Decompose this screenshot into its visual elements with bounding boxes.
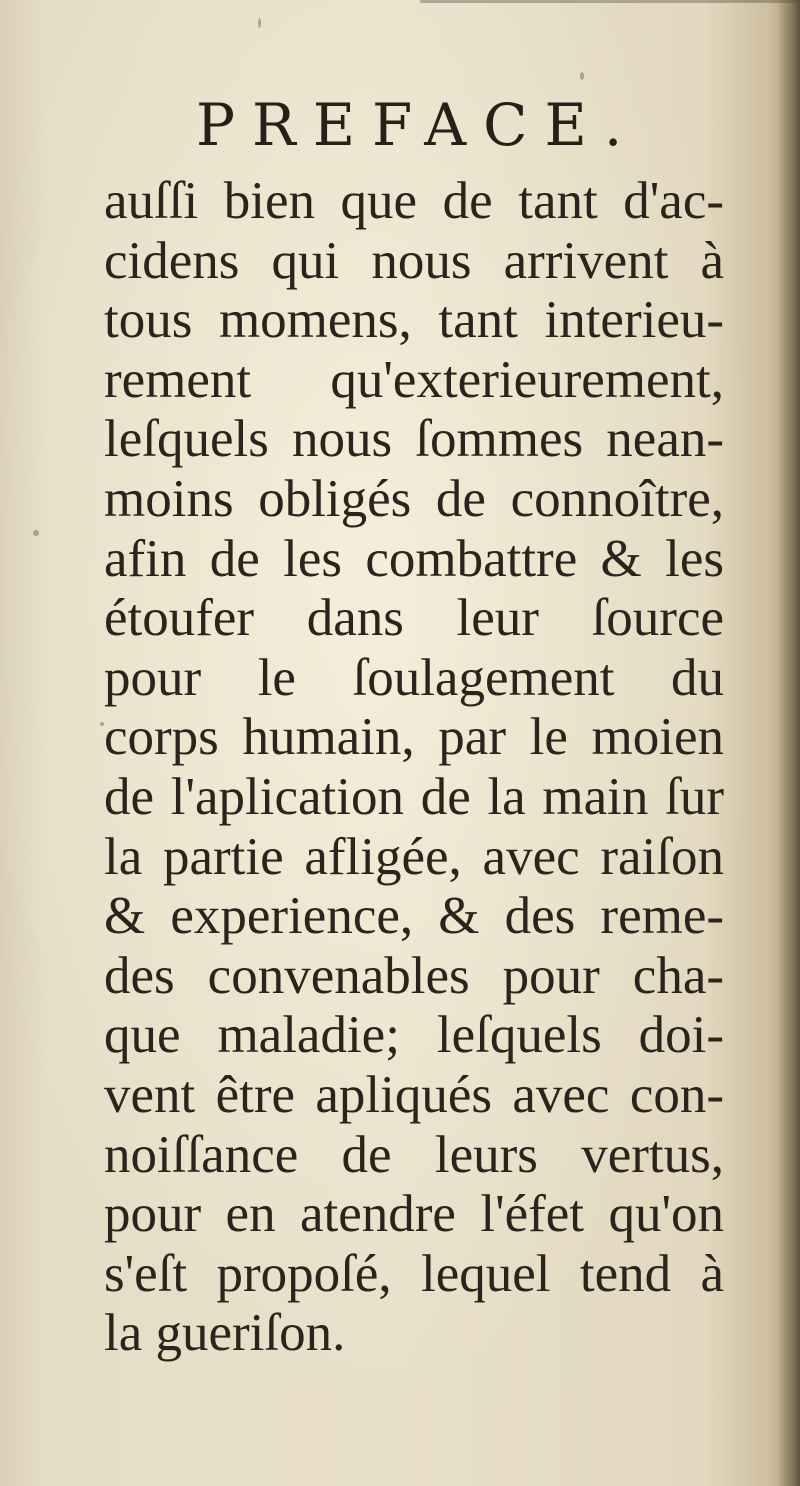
text-line: s'eſt propoſé, lequel tend à [104, 1244, 724, 1303]
ink-speck [33, 530, 39, 536]
running-header: PREFACE. [196, 91, 640, 159]
text-line: étoufer dans leur ſource [104, 589, 724, 648]
text-line: leſquels nous ſommes nean- [104, 410, 724, 469]
text-line: moins obligés de connoître, [104, 469, 724, 528]
text-line: pour le ſoulagement du [104, 648, 724, 707]
text-line: & experience, & des reme- [104, 887, 724, 946]
text-line: vent être apliqués avec con- [104, 1065, 724, 1124]
text-line: afin de les combattre & les [104, 529, 724, 588]
text-line-last: la gueriſon. [104, 1304, 346, 1363]
text-line: pour en atendre l'éfet qu'on [104, 1185, 724, 1244]
text-line: de l'aplication de la main ſur [104, 767, 724, 826]
text-line: que maladie; leſquels doi- [104, 1006, 724, 1065]
text-line: cidens qui nous arrivent à [104, 231, 724, 290]
text-line: la partie afligée, avec raiſon [104, 827, 724, 886]
page-body-text [104, 172, 724, 1364]
text-line: tous momens, tant interieu- [104, 291, 724, 350]
page-right-edge [778, 0, 800, 1486]
page-top-edge [420, 0, 800, 3]
ink-speck [580, 72, 584, 80]
ink-speck [258, 18, 261, 28]
text-line: auſſi bien que de tant d'ac- [104, 172, 724, 230]
text-line: rement qu'exterieurement, [104, 350, 724, 409]
text-line: corps humain, par le moien [104, 708, 724, 767]
text-line: noiſſance de leurs vertus, [104, 1125, 724, 1184]
text-line: des convenables pour cha- [104, 946, 724, 1005]
